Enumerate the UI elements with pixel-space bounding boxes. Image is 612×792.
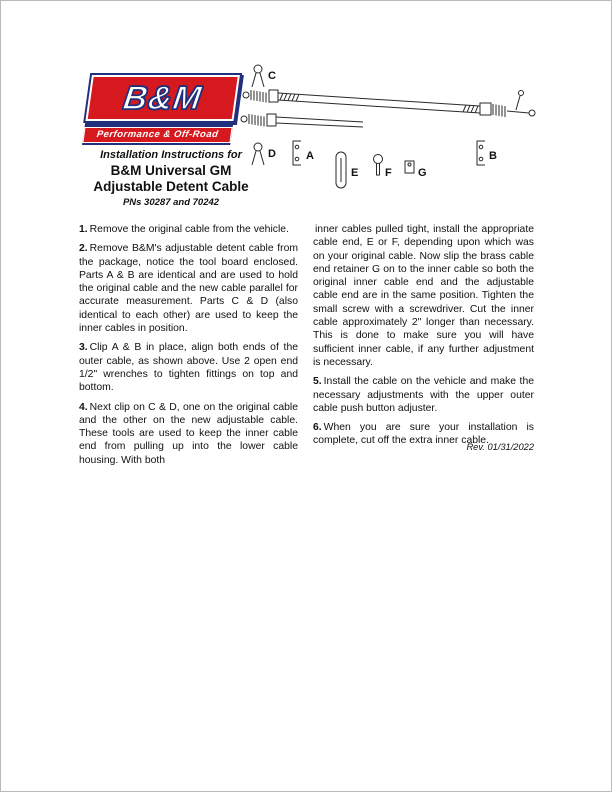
instruction-step-2 (79, 242, 298, 335)
diagram-label-f: F (385, 167, 392, 179)
doc-title-line1: B&M Universal GM (110, 163, 232, 178)
step-text: Install the cable on the vehicle and make the necessary adjustments with the upper outer cable push button adjuster. (313, 376, 534, 414)
step-text: Remove B&M's adjustable detent cable from the package, notice the tool board enclosed. Parts A & B are identical and are used to hold the original cable and the new cable parallel for accurate measurement. Parts C & D (also identical to each other) are used to keep the inner cables in position. (79, 243, 298, 335)
doc-subtitle: Installation Instructions for (100, 149, 242, 161)
step-number: 2. (79, 243, 88, 255)
diagram-label-c: C (268, 70, 276, 82)
step-text: Next clip on C & D, one on the original cable and the other on the new adjustable cable. These tools are used to keep the inner cable end from pulling up into the lower cable housing. With both (79, 401, 298, 466)
part-numbers: PNs 30287 and 70242 (122, 197, 220, 208)
cable-drawing (241, 90, 535, 127)
step-number: 6. (313, 422, 322, 434)
tool-parts-drawing (252, 65, 485, 188)
instruction-step-3 (79, 341, 298, 394)
clip-c-icon (254, 65, 262, 73)
instruction-step-1 (79, 223, 298, 236)
step-number: 4. (79, 401, 88, 413)
diagram-label-g: G (418, 167, 427, 179)
bm-logo (82, 75, 240, 145)
title-block (63, 149, 279, 208)
bm-logo-mark (85, 75, 239, 121)
instruction-step-5 (313, 375, 534, 415)
diagram-label-e: E (351, 167, 359, 179)
cable-assembly-diagram (237, 59, 543, 209)
left-column (79, 223, 298, 473)
instruction-step-4 (79, 401, 298, 467)
bm-logo-tagline: Performance & Off-Road (82, 125, 233, 145)
cable-end-f-icon (374, 155, 383, 164)
diagram-label-b: B (489, 150, 497, 162)
instruction-step-4-continued (313, 223, 534, 369)
step-text: Remove the original cable from the vehicle. (89, 224, 289, 235)
right-column (313, 223, 534, 454)
revision-date: Rev. 01/31/2022 (466, 442, 534, 452)
diagram-label-a: A (306, 150, 314, 162)
step-number: 3. (79, 342, 88, 354)
doc-title-line2: Adjustable Detent Cable (93, 179, 249, 194)
bracket-b-icon (477, 141, 485, 165)
step-text: Clip A & B in place, align both ends of the outer cable, as shown above. Use 2 open end 1/2" wrenches to tighten fittings on top and bottom. (79, 342, 298, 394)
step-text: inner cables pulled tight, install the appropriate cable end, E or F, depending upon which was on your original cable. Now slip the brass cable end retainer G on to the inner cable so both the original inner cable end and the adjustable cable end are in the same position. Tighten the small screw with a screwdriver. Cut the inner cable approximately 2" longer than necessary. This is done to make sure you will have sufficient inner cable, if any further adjustment is necessary. (313, 224, 534, 368)
step-text: When you are sure your installation is complete, cut off the extra inner cable. (313, 422, 534, 447)
step-number: 5. (313, 376, 322, 388)
bm-logo-text: B&M (121, 79, 205, 116)
bracket-a-icon (293, 141, 301, 165)
diagram-label-d: D (268, 148, 276, 160)
step-number: 1. (79, 224, 88, 235)
